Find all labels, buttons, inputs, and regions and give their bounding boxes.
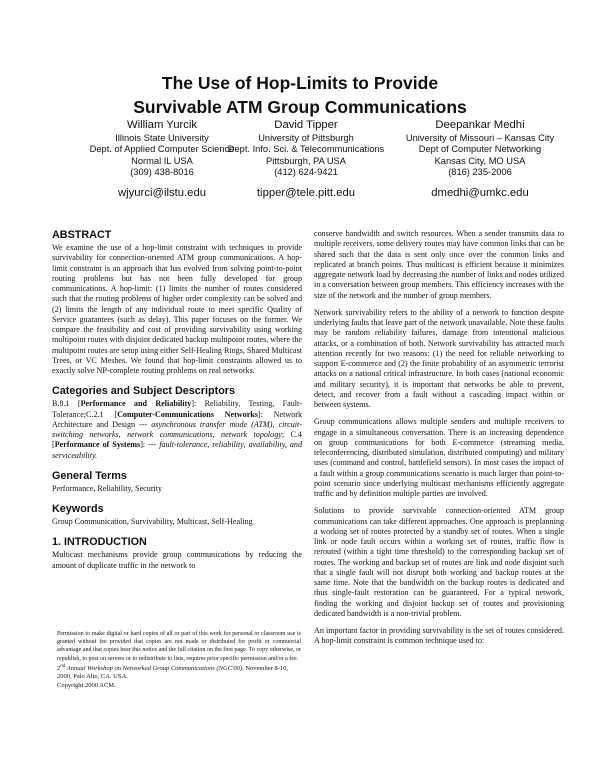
introduction-heading: 1. INTRODUCTION (52, 536, 147, 549)
author-phone: (412) 624-9421 (274, 166, 338, 177)
permission-notice: Permission to make digital or hard copies of all or part of this work for personal or classroom use is granted without fee provided that copies are not made or distributed for profit or commercial advantage and that copies bear this notice and the full citation on the first page. To copy otherwise, or republish, to post on servers or to redistribute to lists, requires prior specific permission and/or a fee. (57, 631, 301, 662)
author-email: tipper@tele.pitt.edu (256, 187, 356, 200)
body-paragraph: conserve bandwidth and switch resources. When a sender transmits data to multiple receivers, some delivery routes may have common links that can be shared such that the data is sent only once over the common links and replicated at branch points. Thus multicast is efficient because it minimizes aggregate network load by decreasing the number of links and nodes utilized in a conversation between group members. This efficiency increases with the size of the network and the number of group members. (314, 229, 564, 300)
categories-text: B.8.1 [Performance and Reliability]: Reliability, Testing, Fault-Tolerance;C.2.1 [Computer-Communications Networks]: Network Architecture and Design --- asynchronous transfer mode (ATM), circuit-switching networks, network communications, network topology; C.4 [Performance of Systems]: --- fault-tolerance, reliability, availability, and serviceability. (52, 399, 302, 460)
right-column (314, 229, 564, 647)
author-department: Dept. Info. Sci. & Telecommunications (227, 144, 385, 155)
general-terms-heading: General Terms (52, 469, 127, 482)
introduction-text: Multicast mechanisms provide group communications by reducing the amount of duplicate traffic in the network to (52, 550, 302, 570)
copyright-block (57, 630, 301, 690)
body-paragraph: An important factor in providing survivability is the set of routes considered. A hop-limit constraint is common technique used to: (314, 626, 564, 646)
author-name: William Yurcik (126, 119, 198, 131)
author-email: wjyurci@ilstu.edu (117, 187, 207, 200)
author-department: Dept. of Applied Computer Science (89, 144, 235, 155)
body-paragraph: Group communications allows multiple senders and multiple receivers to engage in a simultaneous conversation. There is an increasing dependence on group communications for both E-commerce (streaming media, teleconferencing, distributed simulation, distributed computing) and military uses (command and control, battlefield sensors). In most cases the impact of a fault within a group communications scenario is much larger than point-to-point scenario since underlying multicast mechanisms efficiently aggregate traffic and by definition multiple parties are involved. (314, 417, 564, 498)
author-location: Pittsburgh, PA USA (266, 155, 346, 166)
keywords-text: Group Communication, Survivability, Multicast, Self-Healing (52, 517, 253, 526)
general-terms-text: Performance, Reliability, Security (52, 483, 163, 493)
author-email: dmedhi@umkc.edu (431, 187, 529, 200)
author-name: Deepankar Medhi (435, 119, 525, 131)
author-phone: (309) 438-8016 (130, 166, 194, 177)
conference-info: 2nd Annual Workshop on Networked Group Communications (NGC'00), November 8-10, 2000, Palo Alto, CA. USA. (57, 663, 288, 681)
paper-title (0, 71, 600, 119)
abstract-heading: ABSTRACT (52, 229, 112, 241)
author-block-medhi (370, 119, 590, 200)
title-line-2: Survivable ATM Group Communications (133, 97, 467, 117)
keywords-heading: Keywords (52, 503, 104, 515)
author-affiliation: University of Pittsburgh (258, 133, 354, 143)
abstract-text: We examine the use of a hop-limit constraint with techniques to provide survivability for connection-oriented ATM group communications. A hop-limit constraint is an approach that has evolved from solving point-to-point routing problems but has not been fully developed for group communications. A hop-limit: (1) limits the number of routes considered such that the routing problems of higher order complexity can be solved and (2) limits the length of any individual route to meet specific Quality of Service guarantees (such as delay). This paper focuses on the former. We compare the feasibility and cost of providing survivability using working multipoint routes with disjoint dedicated backup multipoint routes, where the multipoint routes are setup using either Self-Healing Rings, Shared Multicast Trees, or VC Meshes. We found that hop-limit constraints allowed us to exactly solve NP-complete routing problems on real networks. (52, 243, 302, 375)
body-paragraph: Solutions to provide survivable connection-oriented ATM group communications can take different approaches. One approach is preplanning a working set of routes protected by a standby set of routes. When a single link or node fault occurs within a working set of routes, traffic flow is rerouted (within a tight time threshold) to the corresponding backup set of routes. The working and backup set of routes are link and node disjoint such that a single fault will not disrupt both working and backup routes at the same time. Note that the bandwidth on the backup routes is dedicated and thus single-fault restoration can be guaranteed. For a typical network, finding the working and disjoint backup set of routes and provisioning dedicated bandwidth is a non-trivial problem. (314, 506, 564, 618)
author-location: Normal IL USA (131, 155, 193, 166)
author-affiliation: Illinois State University (115, 133, 209, 143)
author-affiliation: University of Missouri – Kansas City (405, 133, 555, 143)
author-department: Dept of Computer Networking (418, 144, 542, 155)
body-paragraph: Network survivability refers to the ability of a network to function despite underlying faults that leave part of the network unavailable. Note these faults may be random reliability failures, damage from intentional malicious attacks, or a combination of both. Network survivability has attracted much attention recently for two reasons: (1) the need for reliable networking to support E-commerce and (2) the finite probability of an asymmetric terrorist attacks on a national critical infrastructure. In both cases (national economic and military security), it is important that networks be able to prevent, detect, and recover from a fault without a cascading impact within or between systems. (314, 307, 564, 409)
author-phone: (816) 235-2006 (448, 166, 512, 177)
categories-heading: Categories and Subject Descriptors (52, 385, 235, 398)
author-name: David Tipper (274, 119, 338, 131)
copyright-line: Copyright 2000 ACM. (57, 681, 116, 689)
left-column (52, 229, 302, 571)
author-location: Kansas City, MO USA (434, 155, 526, 166)
title-line-1: The Use of Hop-Limits to Provide (161, 73, 439, 93)
